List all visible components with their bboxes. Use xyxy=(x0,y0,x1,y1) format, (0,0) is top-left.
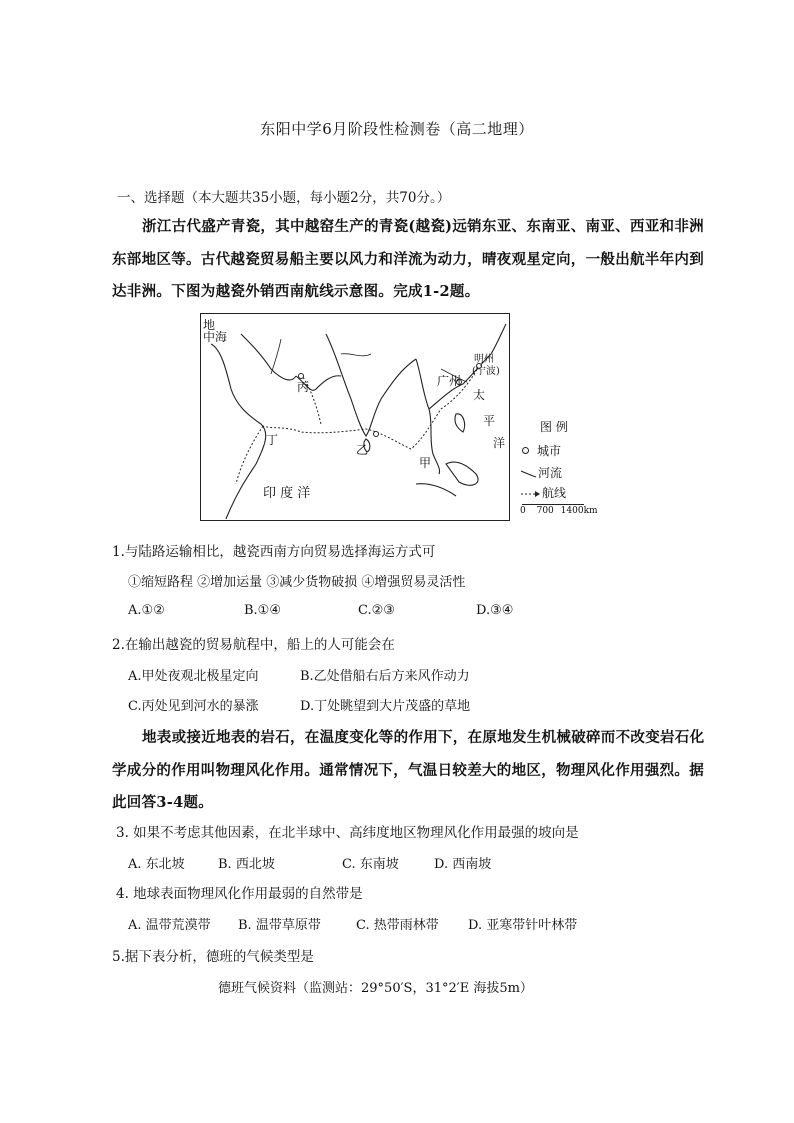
route-africa xyxy=(236,426,263,484)
q5-stem: 5.据下表分析，德班的气候类型是 xyxy=(112,949,314,965)
river-symbol-icon xyxy=(520,469,538,479)
q3-option-b: B. 西北坡 xyxy=(218,857,275,872)
city-yi xyxy=(374,432,379,437)
legend-river-row xyxy=(520,464,562,481)
legend-title: 图 例 xyxy=(540,420,568,434)
map-legend xyxy=(520,418,600,522)
q3-option-a: A. 东北坡 xyxy=(128,857,185,872)
q1-option-a: A.①② xyxy=(128,603,165,618)
q2-option-b: B.乙处借船右后方来风作动力 xyxy=(300,669,470,684)
map-label-bing: 丙 xyxy=(297,380,310,394)
map-drawing xyxy=(201,314,508,519)
passage2-line3: 此回答3-4题。 xyxy=(112,794,214,811)
q2-option-a: A.甲处夜观北极星定向 xyxy=(128,669,259,684)
india-coast xyxy=(326,334,416,436)
legend-scale xyxy=(520,506,598,516)
passage2-line2: 学成分的作用叫物理风化作用。通常情况下，气温日较差大的地区，物理风化作用强烈。据 xyxy=(112,762,704,779)
map-label-jia: 甲 xyxy=(419,456,432,470)
q5-table-caption: 德班气候资料（监测站：29°50′S，31°2′E 海拔5m） xyxy=(218,981,533,996)
q1-stem: 1.与陆路运输相比，越瓷西南方向贸易选择海运方式可 xyxy=(112,544,436,560)
island-philippines xyxy=(455,414,465,432)
q2-option-d: D.丁处眺望到大片茂盛的草地 xyxy=(300,699,471,714)
q4-option-b: B. 温带草原带 xyxy=(238,918,321,933)
legend-route-label: 航线 xyxy=(542,486,567,500)
city-symbol-icon xyxy=(522,447,529,454)
map-label-mediterranean-1: 地 xyxy=(203,318,216,332)
q1-option-d: D.③④ xyxy=(476,603,514,618)
route-arrow-icon xyxy=(520,489,542,499)
river-nile xyxy=(271,339,281,374)
map-label-ding: 丁 xyxy=(266,433,279,447)
map-label-ningbo: (宁波) xyxy=(472,366,500,377)
q3-option-c: C. 东南坡 xyxy=(342,857,399,872)
q2-option-c: C.丙处见到河水的暴涨 xyxy=(128,699,259,714)
q3-option-d: D. 西南坡 xyxy=(434,857,492,872)
scale-700: 700 xyxy=(536,506,554,516)
river-ganges xyxy=(341,354,371,356)
q3-stem: 3. 如果不考虑其他因素，在北半球中、高纬度地区物理风化作用最强的坡向是 xyxy=(116,825,579,841)
q2-stem: 2.在输出越瓷的贸易航程中，船上的人可能会在 xyxy=(112,637,395,653)
map-label-guangzhou: 广州 xyxy=(437,374,462,388)
island-java xyxy=(416,484,456,496)
passage1-line3: 达非洲。下图为越瓷外销西南航线示意图。完成1-2题。 xyxy=(112,283,480,300)
map-label-pacific-2: 平 xyxy=(483,414,496,428)
map-label-yi: 乙 xyxy=(356,443,369,457)
red-sea-coast xyxy=(241,334,296,380)
legend-city-row xyxy=(520,442,561,459)
passage2-line1: 地表或接近地表的岩石，在温度变化等的作用下，在原地发生机械破碎而不改变岩石化 xyxy=(142,729,705,746)
page-title: 东阳中学6月阶段性检测卷（高二地理） xyxy=(260,120,534,138)
legend-river-label: 河流 xyxy=(538,466,563,480)
q4-option-a: A. 温带荒漠带 xyxy=(128,918,211,933)
map-label-indian-ocean: 印 度 洋 xyxy=(263,486,311,501)
trade-route-map xyxy=(200,313,510,521)
section-heading: 一、选择题（本大题共35小题，每小题2分，共70分。） xyxy=(117,190,451,206)
legend-city-label: 城市 xyxy=(537,444,562,458)
map-label-mediterranean-2: 中海 xyxy=(203,330,228,344)
q1-statements: ①缩短路程 ②增加运量 ③减少货物破损 ④增强贸易灵活性 xyxy=(128,575,466,590)
legend-route-row xyxy=(520,484,566,501)
map-label-pacific-1: 太 xyxy=(473,388,486,402)
scale-bar xyxy=(522,504,584,505)
map-label-mingzhou: 明州 xyxy=(474,354,494,365)
map-label-pacific-3: 洋 xyxy=(493,436,506,450)
passage1-line1: 浙江古代盛产青瓷，其中越窑生产的青瓷(越瓷)远销东亚、东南亚、南亚、西亚和非洲 xyxy=(142,218,704,235)
africa-coast xyxy=(211,344,266,519)
q1-option-b: B.①④ xyxy=(244,603,281,618)
q4-option-c: C. 热带雨林带 xyxy=(356,918,439,933)
scale-0: 0 xyxy=(520,506,526,516)
scale-1400: 1400km xyxy=(560,506,598,516)
island-borneo xyxy=(446,462,478,485)
q4-option-d: D. 亚寒带针叶林带 xyxy=(468,918,578,933)
passage1-line2: 东部地区等。古代越瓷贸易船主要以风力和洋流为动力，晴夜观星定向，一般出航半年内到 xyxy=(112,251,704,268)
q1-option-c: C.②③ xyxy=(358,603,395,618)
q4-stem: 4. 地球表面物理风化作用最弱的自然带是 xyxy=(116,886,363,902)
